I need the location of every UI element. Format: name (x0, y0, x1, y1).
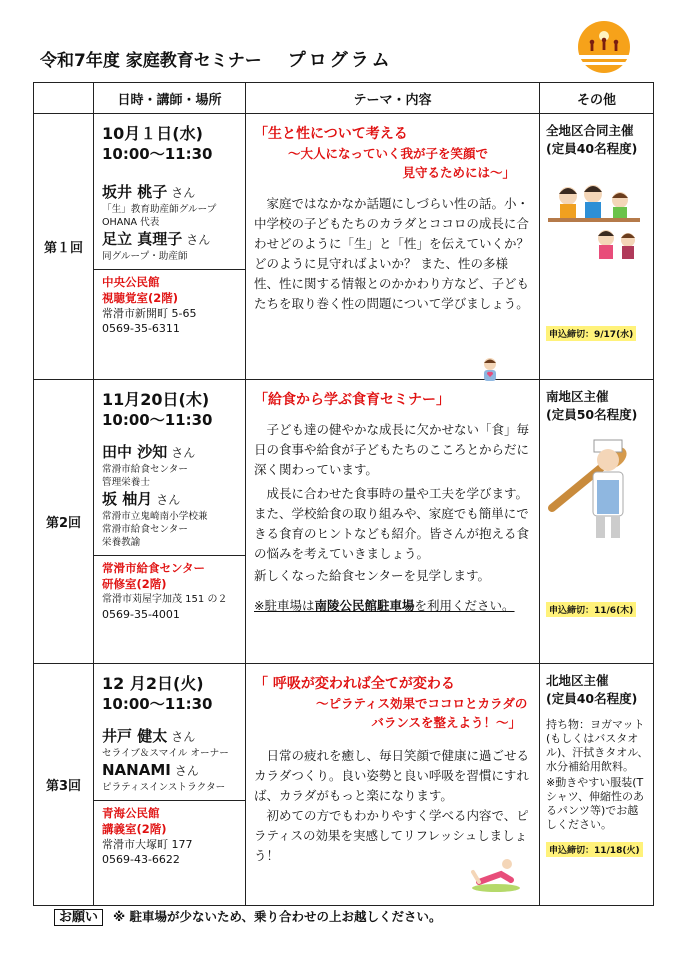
speaker-name: 足立 真理子 さん (102, 230, 211, 248)
speaker-name: 井戸 健太 さん (102, 727, 196, 745)
session-theme (246, 664, 540, 906)
speaker-name: NANAMI さん (102, 761, 199, 779)
session-time: 10:00～11:30 (102, 695, 213, 713)
venue-name: 常滑市給食センター (102, 561, 206, 575)
speaker-desc: 同グループ・助産師 (102, 251, 188, 262)
speaker-desc: OHANA 代表 (102, 217, 160, 228)
parking-note: ※駐車場は南陵公民館駐車場を利用ください。 (254, 598, 515, 613)
session-label: 第3回 (34, 664, 94, 906)
deadline-badge: 申込締切：11/18(火) (546, 842, 643, 857)
venue-address: 常滑市苅屋字加茂 151 の２ (102, 594, 228, 605)
header-blank (34, 83, 94, 114)
speaker-desc: 常滑市給食センター (102, 524, 188, 535)
theme-body: 日常の疲れを癒し、毎日笑顔で健康に過ごせるカラダつくり。良い姿勢と良い呼吸を習慣にすれば、カラダがもっと楽になります。 (254, 748, 530, 803)
speaker-desc: ピラティスインストラクター (102, 782, 226, 793)
host-label: 南地区主催 (546, 389, 609, 404)
session-other (540, 114, 654, 380)
host-label: 北地区主催 (546, 673, 609, 688)
venue-room: 研修室(2階) (102, 577, 167, 591)
family-talking-illustration-icon (548, 176, 640, 266)
session-other (540, 664, 654, 906)
speaker-name: 坂 柚月 さん (102, 490, 181, 508)
venue-phone: 0569-35-6311 (102, 322, 180, 335)
speaker-desc: 常滑市立鬼崎南小学校兼 (102, 511, 208, 522)
session-label: 第2回 (34, 380, 94, 664)
deadline-badge: 申込締切：11/6(木) (546, 602, 636, 617)
title-main: 令和7年度 家庭教育セミナー (40, 51, 262, 71)
session-date: 10月１日(水) (102, 124, 203, 143)
table-row (34, 380, 654, 664)
footer-text: ※ 駐車場が少ないため、乗り合わせの上お越しください。 (113, 909, 442, 924)
venue-block (94, 269, 245, 342)
session-info (94, 380, 246, 664)
capacity-label: (定員40名程度) (546, 691, 638, 706)
request-tag: お願い (54, 909, 103, 926)
speaker-desc: 「生」教育助産師グループ (102, 204, 217, 215)
header-other: その他 (540, 83, 654, 114)
speaker-desc: 常滑市給食センター (102, 464, 188, 475)
venue-name: 青海公民館 (102, 806, 160, 820)
deadline-badge: 申込締切：9/17(水) (546, 326, 636, 341)
theme-body: 初めての方でもわかりやすく学べる内容で、ピラティスの効果を実感してリフレッシュしましょう！ (254, 808, 529, 863)
session-other (540, 380, 654, 664)
theme-title: 「 呼吸が変われば全てが変わる ～ピラティス効果でココロとカラダの バランスを整えよう！～」 (254, 676, 528, 730)
speaker-name: 坂井 桃子 さん (102, 183, 196, 201)
footer-note (54, 906, 442, 925)
capacity-label: (定員40名程度) (546, 141, 638, 156)
venue-room: 視聴覚室(2階) (102, 291, 179, 305)
session-date: 11月20日(木) (102, 390, 210, 409)
venue-room: 講義室(2階) (102, 822, 167, 836)
table-row (34, 114, 654, 380)
program-table (33, 82, 654, 906)
sunset-logo-icon (575, 18, 633, 76)
theme-title: 「生と性について考える ～大人になっていく我が子を笑顔で 見守るためには～」 (254, 126, 515, 180)
theme-body: 子ども達の健やかな成長に欠かせない「食」毎日の食事や給食が子どもたちのこころとからだに深く関わっています。 (254, 422, 530, 477)
session-info (94, 114, 246, 380)
speaker-desc: 栄養教諭 (102, 537, 141, 548)
session-date: 12 月2日(火) (102, 674, 204, 693)
items-to-bring: 持ち物：ヨガマット(もしくはバスタオル)、汗拭きタオル、水分補給用飲料。 (546, 718, 649, 773)
session-time: 10:00～11:30 (102, 145, 213, 163)
venue-address: 常滑市新開町 5-65 (102, 307, 197, 320)
session-label: 第１回 (34, 114, 94, 380)
venue-name: 中央公民館 (102, 275, 160, 289)
clothing-note: ※動きやすい服装(Tシャツ、伸縮性のあるパンツ等)でお越しください。 (546, 776, 645, 831)
header-theme: テーマ・内容 (246, 83, 540, 114)
page-title (40, 46, 393, 72)
table-header-row (34, 83, 654, 114)
session-time: 10:00～11:30 (102, 411, 213, 429)
speaker-name: 田中 沙知 さん (102, 443, 196, 461)
theme-body: 成長に合わせた食事時の量や工夫を学びます。また、学校給食の取り組みや、家庭でも簡単にできる食育のヒントなども紹介。皆さんが抱える食の悩みを考えていきましょう。 (254, 486, 530, 561)
venue-phone: 0569-43-6622 (102, 853, 180, 866)
session-theme (246, 114, 540, 380)
session-info (94, 664, 246, 906)
speaker-desc: セライブ＆スマイル オーナー (102, 748, 229, 759)
speaker-desc: 管理栄養士 (102, 477, 150, 488)
header-datetime: 日時・講師・場所 (94, 83, 246, 114)
theme-title: 「給食から学ぶ食育セミナー」 (254, 392, 450, 408)
theme-body: 家庭ではなかなか話題にしづらい性の話。小・中学校の子どもたちのカラダとココロの成長に合わせどのように「生」と「性」を伝えていくか？どのように見守ればよいか？ また、性の多様性、性に関する情報とのかかわり方など、子どもたちを取り巻く性の問題について学びましょう。 (254, 196, 530, 311)
host-label: 全地区合同主催 (546, 123, 634, 138)
venue-block (94, 555, 245, 628)
theme-body: 新しくなった給食センターを見学します。 (254, 568, 491, 583)
capacity-label: (定員50名程度) (546, 407, 638, 422)
lunch-cook-illustration-icon (548, 436, 638, 548)
venue-address: 常滑市大塚町 177 (102, 838, 193, 851)
session-theme (246, 380, 540, 664)
pilates-illustration-icon (471, 854, 521, 894)
girl-heart-illustration-icon (478, 356, 502, 384)
table-row (34, 664, 654, 906)
venue-block (94, 800, 245, 873)
venue-phone: 0569-35-4001 (102, 608, 180, 621)
title-program: プログラム (287, 50, 393, 71)
